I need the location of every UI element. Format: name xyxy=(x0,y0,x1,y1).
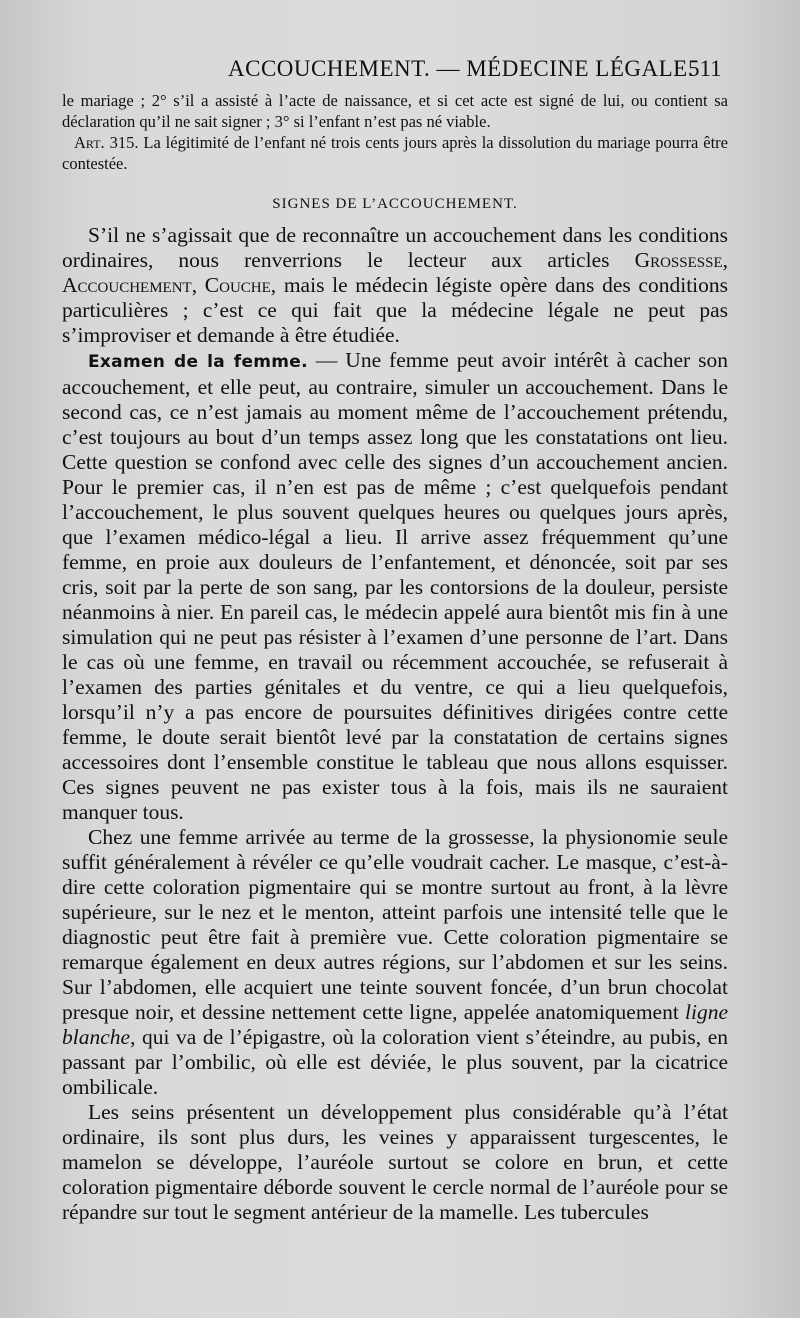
paragraph-2 xyxy=(62,348,728,825)
p3-text-b: , qui va de l’épigastre, où la coloration vient s’éteindre, au pubis, en passant par l’ombilic, où elle est déviée, le plus souvent, par la cicatrice ombilicale. xyxy=(62,1025,728,1099)
page-number: 511 xyxy=(688,56,722,81)
running-header xyxy=(0,56,800,86)
paragraph-4: Les seins présentent un développement plus considérable qu’à l’état ordinaire, ils sont plus durs, les veines y apparaissent turgescentes, le mamelon se développe, l’auréole surtout se colore en brun, et cette coloration pigmentaire déborde souvent le cercle normal de l’auréole pour se répandre sur tout le segment antérieur de la mamelle. Les tubercules xyxy=(62,1100,728,1224)
p1-sep-2: , xyxy=(191,273,205,297)
article-label: Art. 315. xyxy=(74,133,139,152)
p1-sep-1: , xyxy=(722,248,728,272)
running-title: ACCOUCHEMENT. — MÉDECINE LÉGALE. xyxy=(228,56,694,81)
paragraph-3 xyxy=(62,825,728,1100)
section-title: SIGNES DE L’ACCOUCHEMENT. xyxy=(272,196,518,212)
ref-accouchement: Accouchement xyxy=(62,273,192,297)
p2-text: — Une femme peut avoir intérêt à cacher son accouchement, et elle peut, au contraire, simuler un accouchement. Dans le second cas, ce n’est jamais au moment même de l’accouchement prétendu, c’est toujours au bout d’un temps assez long que les constatations ont lieu. Cette question se confond avec celle des signes d’un accouchement ancien. Pour le premier cas, il n’en est pas de même ; c’est quelquefois pendant l’accouchement, le plus souvent quelques heures ou quelques jours après, que l’examen médico-légal a lieu. Il arrive assez fréquemment qu’une femme, en proie aux douleurs de l’enfantement, et dénoncée, soit par ses cris, soit par la perte de son sang, par les contorsions de la douleur, persiste néanmoins à nier. En pareil cas, le médecin appelé aura bientôt mis fin à une simulation qui ne peut pas résister à l’examen d’une personne de l’art. Dans le cas où une femme, en travail ou récemment accouchée, se refuserait à l’examen des parties génitales et du ventre, ce qui a lieu quelquefois, lorsqu’il n’y a pas encore de poursuites définitives dirigées contre cette femme, le doute serait bientôt levé par la constatation de certains signes accessoires dont l’ensemble constitue le tableau que nous allons esquisser. Ces signes peuvent ne pas exister tous à la fois, mais ils ne sauraient manquer tous. xyxy=(62,348,728,824)
page-content xyxy=(62,90,728,1225)
intro-paragraph: le mariage ; 2° s’il a assisté à l’acte de naissance, et si cet acte est signé de lui, ou contient sa déclaration qu’il ne sait signer ; 3° si l’enfant n’est pas né viable. xyxy=(62,91,728,131)
subsection-heading: Examen de la femme. xyxy=(88,352,308,372)
ligne-blanche-term: ligne blanche xyxy=(62,1000,728,1049)
ref-grossesse: Grossesse xyxy=(634,248,723,272)
ref-couche: Couche xyxy=(204,273,271,297)
article-text: La légitimité de l’enfant né trois cents jours après la dissolution du mariage pourra être contestée. xyxy=(62,133,729,173)
p1-text-b: , mais le médecin légiste opère dans des conditions particulières ; c’est ce qui fait que la médecine légale ne peut pas s’improviser et demande à être étudiée. xyxy=(62,273,729,347)
p3-text-a: Chez une femme arrivée au terme de la grossesse, la physionomie seule suffit généralement à révéler ce qu’elle voudrait cacher. Le masque, c’est-à-dire cette coloration pigmentaire qui se montre surtout au front, à la lèvre supérieure, sur le nez et le menton, atteint parfois une intensité telle que le diagnostic peut être fait à première vue. Cette coloration pigmentaire se remarque également en deux autres régions, sur l’abdomen et sur les seins. Sur l’abdomen, elle acquiert une teinte souvent foncée, d’un brun chocolat presque noir, et dessine nettement cette ligne, appelée anatomiquement xyxy=(62,825,728,1024)
main-text xyxy=(62,223,728,1225)
p1-text-a: S’il ne s’agissait que de reconnaître un accouchement dans les conditions ordinaires, nous renverrions le lecteur aux articles xyxy=(62,223,728,272)
intro-block xyxy=(62,90,728,174)
article-paragraph xyxy=(62,132,728,174)
paragraph-1 xyxy=(62,223,728,348)
